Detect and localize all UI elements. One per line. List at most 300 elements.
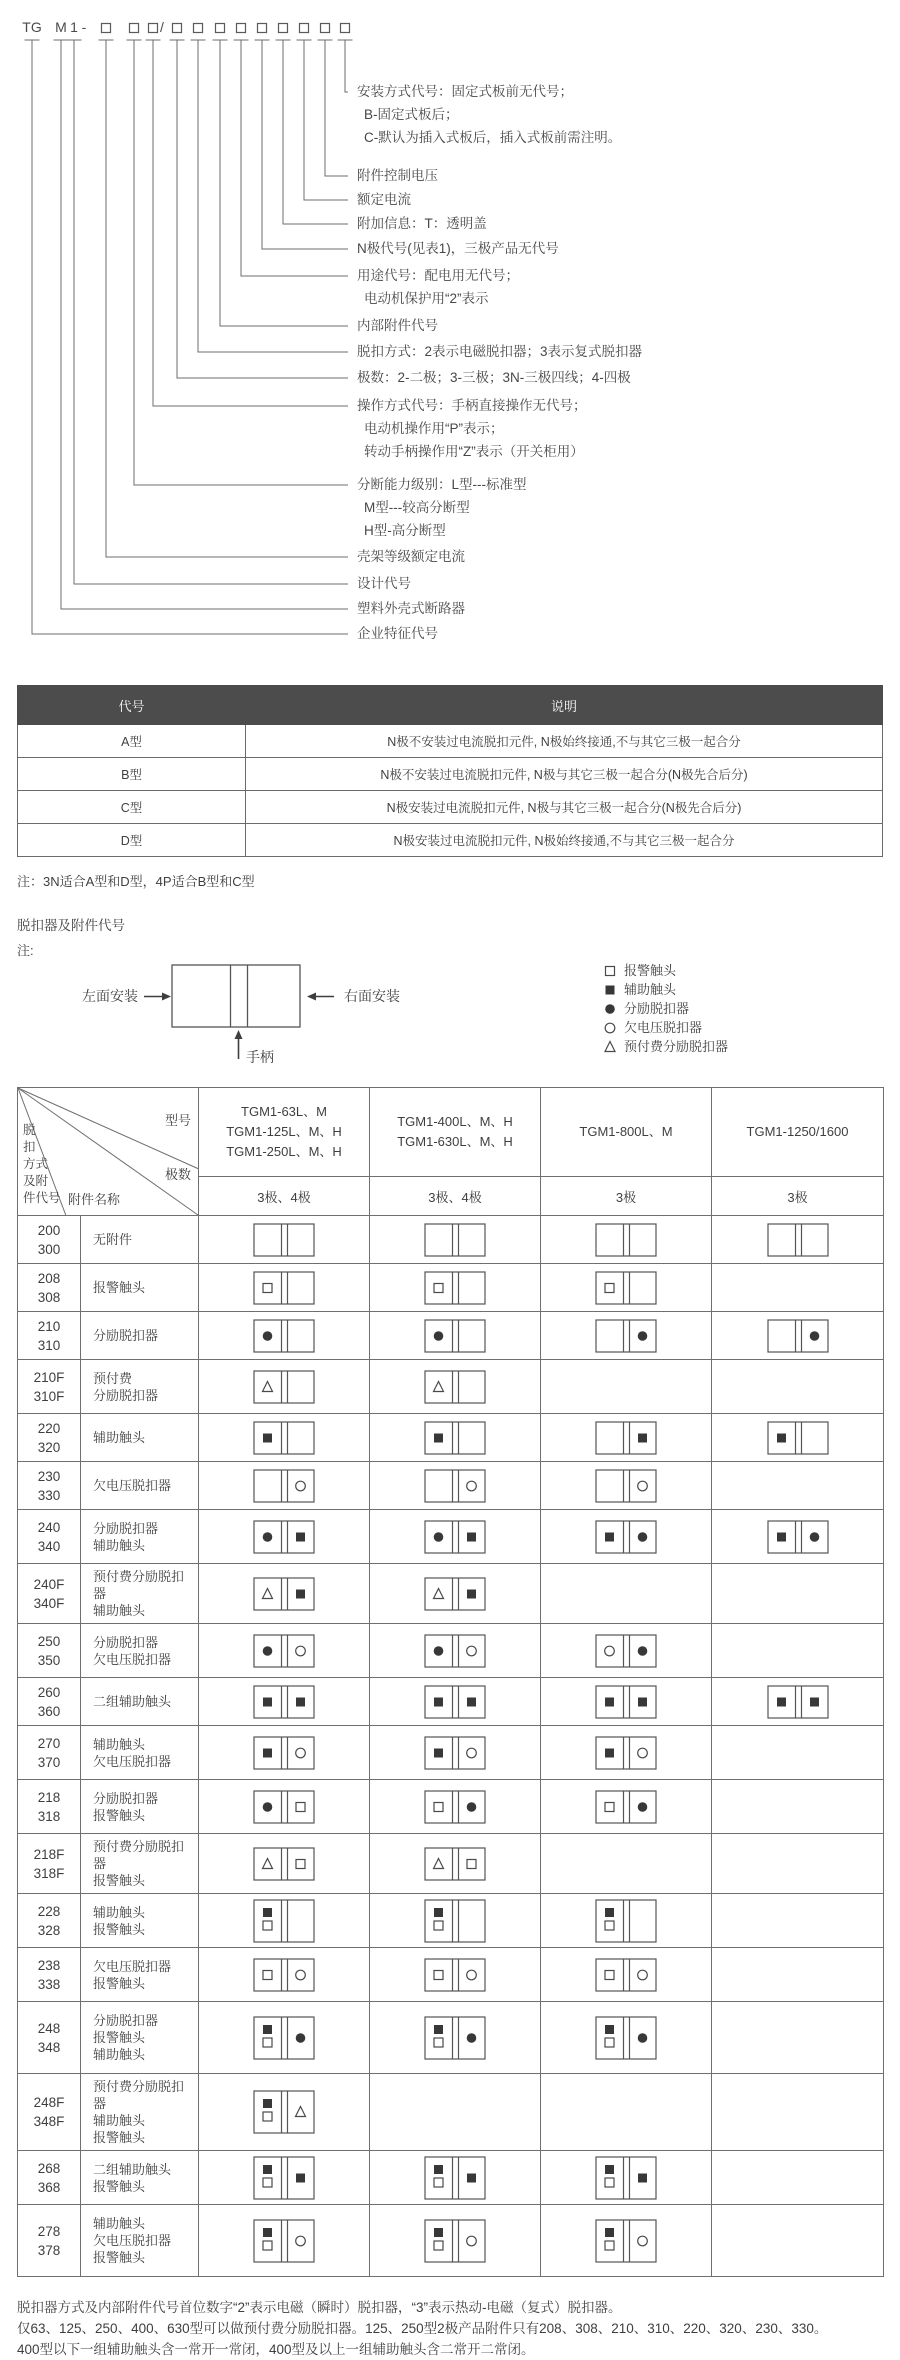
auxiliary-contact-symbol	[263, 1908, 272, 1917]
code-box	[173, 24, 182, 33]
breaker-accessory-diagram	[424, 1319, 486, 1353]
accessory-name-cell	[81, 1564, 199, 1624]
footer-note: 400型以下一组辅助触头含一常开一常闭，400型及以上一组辅助触头含二常开二常闭。	[17, 2342, 535, 2357]
accessory-name-line: 欠电压脱扣器	[93, 1651, 172, 1667]
accessory-row	[18, 1948, 884, 2002]
code-box	[194, 24, 203, 33]
accessory-symbol-cell	[370, 2151, 541, 2205]
accessory-symbol-cell	[712, 2074, 884, 2151]
accessory-name-line: 报警触头	[93, 2250, 146, 2265]
designation-label: 操作方式代号：手柄直接操作无代号；	[357, 398, 587, 413]
accessory-symbol-cell	[712, 1312, 884, 1360]
undervoltage-release-symbol	[467, 1481, 477, 1491]
alarm-contact-symbol	[467, 1859, 476, 1868]
alarm-contact-symbol	[434, 1921, 443, 1930]
accessory-name-line: 分励脱扣器	[93, 2013, 159, 2028]
breaker-accessory-diagram	[595, 1634, 657, 1668]
accessory-name-cell	[81, 1894, 199, 1948]
symbol-legend	[605, 963, 728, 1054]
code-box	[321, 24, 330, 33]
accessory-symbol-cell	[370, 1510, 541, 1564]
accessory-symbol-cell	[370, 2205, 541, 2277]
auxiliary-contact-symbol	[467, 1532, 476, 1541]
accessory-symbol-cell	[712, 1834, 884, 1894]
corner-vertical-line: 及附	[23, 1174, 49, 1188]
accessory-code: 330	[37, 1487, 61, 1503]
accessory-row	[18, 1216, 884, 1264]
breaker-accessory-diagram	[595, 1520, 657, 1554]
breaker-accessory-diagram	[595, 2016, 657, 2060]
model-header-cell	[712, 1088, 884, 1177]
prepaid-shunt-release-symbol	[263, 1588, 273, 1598]
accessory-symbol-cell	[712, 2205, 884, 2277]
alarm-contact-symbol	[605, 1921, 614, 1930]
breaker-accessory-diagram	[424, 1370, 486, 1404]
model-code-token: -	[81, 19, 87, 35]
accessory-code: 248	[37, 2020, 61, 2036]
accessory-code: 248F	[33, 2095, 65, 2110]
auxiliary-contact-symbol	[638, 1697, 647, 1706]
breaker-accessory-diagram	[424, 1790, 486, 1824]
code-box	[102, 24, 111, 33]
accessory-name-cell	[81, 1834, 199, 1894]
breaker-accessory-diagram	[595, 1223, 657, 1257]
breaker-accessory-diagram	[253, 1899, 315, 1943]
accessory-symbol-cell	[370, 2002, 541, 2074]
table1-row	[18, 725, 883, 758]
auxiliary-contact-symbol	[263, 1748, 272, 1757]
auxiliary-contact-symbol	[777, 1433, 786, 1442]
accessory-name-line: 预付费	[93, 1370, 133, 1386]
accessory-symbol-cell	[199, 1414, 370, 1462]
poles-cell: 3极、4极	[370, 1177, 541, 1216]
alarm-contact-symbol	[605, 2241, 614, 2250]
shunt-release-symbol	[638, 1331, 648, 1341]
accessory-symbol-cell	[370, 1948, 541, 2002]
auxiliary-contact-symbol	[434, 2228, 443, 2237]
designation-label: 分断能力级别：L型---标准型	[357, 477, 527, 492]
designation-label: 附件控制电压	[357, 168, 438, 183]
accessory-name-line: 分励脱扣器	[93, 1634, 159, 1650]
designation-label: 塑料外壳式断路器	[357, 601, 465, 616]
auxiliary-contact-symbol	[263, 2228, 272, 2237]
accessory-row	[18, 1264, 884, 1312]
breaker-accessory-diagram	[253, 2219, 315, 2263]
code-box	[149, 24, 158, 33]
undervoltage-release-symbol	[638, 1970, 648, 1980]
type-code: B型	[18, 758, 246, 791]
corner-vertical-line: 扣	[23, 1140, 36, 1154]
accessory-name-cell	[81, 1678, 199, 1726]
code-box	[300, 24, 309, 33]
accessory-symbol-cell	[541, 2074, 712, 2151]
breaker-accessory-diagram	[424, 1520, 486, 1554]
undervoltage-release-symbol	[296, 1646, 306, 1656]
accessory-name-line: 辅助触头	[93, 1537, 146, 1553]
accessory-name-line: 分励脱扣器	[93, 1328, 159, 1343]
accessory-symbol-cell	[712, 1624, 884, 1678]
breaker-accessory-diagram	[253, 1790, 315, 1824]
right-arrow-icon	[162, 993, 171, 1001]
auxiliary-contact-symbol	[777, 1697, 786, 1706]
shunt-release-symbol	[434, 1646, 444, 1656]
breaker-accessory-diagram	[595, 1790, 657, 1824]
accessory-name-line: 分励脱扣器	[93, 1790, 159, 1806]
alarm-contact-symbol	[606, 967, 615, 976]
designation-label: 附加信息：T：透明盖	[357, 216, 487, 231]
accessory-symbol-cell	[541, 1726, 712, 1780]
model-name: TGM1-250L、M、H	[226, 1144, 342, 1159]
n-pole-type-table	[17, 685, 883, 857]
accessory-row	[18, 1462, 884, 1510]
designation-label: 极数：2-二极；3-三极；3N-三极四线；4-四极	[357, 370, 631, 385]
accessory-code: 228	[37, 1903, 61, 1919]
auxiliary-contact-symbol	[296, 1589, 305, 1598]
accessory-symbol-cell	[541, 1312, 712, 1360]
poles-cell: 3极、4极	[199, 1177, 370, 1216]
accessory-code: 218F	[33, 1846, 65, 1862]
accessory-code: 318F	[33, 1865, 65, 1881]
code-box	[341, 24, 350, 33]
designation-connector-line	[106, 40, 348, 557]
legend-label: 预付费分励脱扣器	[624, 1039, 729, 1054]
alarm-contact-symbol	[434, 2178, 443, 2187]
auxiliary-contact-symbol	[296, 1532, 305, 1541]
type-description: N极不安装过电流脱扣元件, N极始终接通,不与其它三极一起合分	[246, 725, 883, 758]
accessory-symbol-cell	[370, 1414, 541, 1462]
breaker-accessory-diagram	[253, 1223, 315, 1257]
accessory-symbol-cell	[541, 1414, 712, 1462]
accessory-code: 300	[37, 1241, 61, 1257]
designation-label: 安装方式代号：固定式板前无代号；	[357, 84, 573, 99]
footer-note: 脱扣器方式及内部附件代号首位数字“2”表示电磁（瞬时）脱扣器，“3”表示热动-电磁（复式）脱扣器。	[17, 2300, 622, 2315]
accessory-code-cell	[18, 1726, 81, 1780]
accessory-name-cell	[81, 1216, 199, 1264]
accessory-name-cell	[81, 1462, 199, 1510]
accessory-name-cell	[81, 2002, 199, 2074]
accessory-row	[18, 1780, 884, 1834]
accessory-symbol-cell	[712, 2151, 884, 2205]
auxiliary-contact-symbol	[605, 1908, 614, 1917]
up-arrow-icon	[235, 1030, 243, 1039]
accessory-symbol-cell	[541, 1894, 712, 1948]
model-code-token: TG	[22, 19, 42, 35]
accessory-code: 308	[37, 1289, 61, 1305]
accessory-code: 338	[37, 1976, 61, 1992]
accessory-name-cell	[81, 1624, 199, 1678]
alarm-contact-symbol	[263, 1970, 272, 1979]
accessory-name-cell	[81, 2074, 199, 2151]
shunt-release-symbol	[434, 1532, 444, 1542]
alarm-contact-symbol	[605, 1802, 614, 1811]
legend-label: 欠电压脱扣器	[624, 1020, 703, 1035]
accessory-table-header-row	[18, 1088, 884, 1177]
accessory-symbol-cell	[199, 1312, 370, 1360]
auxiliary-contact-symbol	[296, 1697, 305, 1706]
accessory-symbol-cell	[370, 1312, 541, 1360]
auxiliary-contact-symbol	[605, 1532, 614, 1541]
model-header-cell	[541, 1088, 712, 1177]
prepaid-shunt-release-symbol	[434, 1381, 444, 1391]
accessory-symbol-cell	[199, 1780, 370, 1834]
auxiliary-contact-symbol	[434, 1748, 443, 1757]
designation-label: H型-高分断型	[364, 523, 446, 538]
accessory-code-cell	[18, 1360, 81, 1414]
accessory-code-cell	[18, 1216, 81, 1264]
accessory-symbol-cell	[370, 1894, 541, 1948]
accessory-code-cell	[18, 1414, 81, 1462]
accessory-name-line: 二组辅助触头	[93, 1694, 172, 1709]
accessory-name-line: 分励脱扣器	[93, 1387, 159, 1403]
shunt-release-symbol	[467, 1802, 477, 1812]
accessory-symbol-cell	[370, 1564, 541, 1624]
accessory-name-line: 辅助触头	[93, 1430, 146, 1445]
accessory-symbol-cell	[370, 1678, 541, 1726]
accessory-code-cell	[18, 1894, 81, 1948]
auxiliary-contact-symbol	[810, 1697, 819, 1706]
accessory-code: 240	[37, 1519, 61, 1535]
type-code: A型	[18, 725, 246, 758]
table1-header-row	[18, 686, 883, 725]
undervoltage-release-symbol	[605, 1023, 615, 1033]
breaker-accessory-diagram	[595, 1421, 657, 1455]
designation-label: 电动机保护用“2”表示	[364, 291, 489, 306]
accessory-code-cell	[18, 2205, 81, 2277]
accessory-symbol-cell	[712, 1510, 884, 1564]
code-box	[237, 24, 246, 33]
accessory-row	[18, 2151, 884, 2205]
accessory-symbol-cell	[370, 1216, 541, 1264]
accessory-symbol-cell	[370, 2074, 541, 2151]
auxiliary-contact-symbol	[638, 2173, 647, 2182]
auxiliary-contact-symbol	[605, 2025, 614, 2034]
breaker-accessory-diagram	[253, 2156, 315, 2200]
model-header-cell	[370, 1088, 541, 1177]
breaker-accessory-diagram	[767, 1319, 829, 1353]
accessory-row	[18, 1624, 884, 1678]
accessory-name-cell	[81, 1510, 199, 1564]
table1-note: 注：3N适合A型和D型，4P适合B型和C型	[17, 874, 255, 889]
designation-connector-line	[74, 40, 348, 584]
undervoltage-release-symbol	[638, 1748, 648, 1758]
accessory-symbol-cell	[712, 1216, 884, 1264]
model-name: TGM1-1250/1600	[746, 1124, 849, 1139]
accessory-symbol-cell	[541, 1510, 712, 1564]
right-install-label: 右面安装	[344, 988, 400, 1004]
breaker-accessory-diagram	[424, 2016, 486, 2060]
code-box	[258, 24, 267, 33]
breaker-accessory-diagram	[253, 1271, 315, 1305]
accessory-symbol-cell	[541, 2002, 712, 2074]
accessory-code-cell	[18, 2074, 81, 2151]
designation-label: M型---较高分断型	[364, 500, 470, 515]
accessory-code: 250	[37, 1633, 61, 1649]
table1-header-code: 代号	[18, 686, 246, 725]
breaker-accessory-diagram	[424, 1736, 486, 1770]
shunt-release-symbol	[263, 1532, 273, 1542]
prepaid-shunt-release-symbol	[296, 2107, 306, 2117]
shunt-release-symbol	[638, 1532, 648, 1542]
alarm-contact-symbol	[296, 1802, 305, 1811]
accessory-name-line: 预付费分励脱扣器	[93, 2079, 185, 2111]
breaker-accessory-diagram	[595, 1271, 657, 1305]
accessory-code-cell	[18, 1624, 81, 1678]
table1-row	[18, 824, 883, 857]
breaker-accessory-diagram	[253, 1685, 315, 1719]
accessory-symbol-cell	[712, 1726, 884, 1780]
accessory-code-cell	[18, 1462, 81, 1510]
left-arrow-icon	[307, 993, 316, 1001]
breaker-accessory-diagram	[253, 2090, 315, 2134]
model-code-token: M	[55, 19, 67, 35]
shunt-release-symbol	[638, 1802, 648, 1812]
type-description: N极安装过电流脱扣元件, N极与其它三极一起合分(N极先合后分)	[246, 791, 883, 824]
accessory-code: 318	[37, 1808, 61, 1824]
breaker-accessory-diagram	[767, 1223, 829, 1257]
designation-connector-line	[61, 40, 348, 609]
breaker-accessory-diagram	[424, 2156, 486, 2200]
model-name: TGM1-125L、M、H	[226, 1124, 342, 1139]
legend-label: 分励脱扣器	[624, 1001, 690, 1016]
breaker-accessory-diagram	[767, 1421, 829, 1455]
accessory-row	[18, 1834, 884, 1894]
accessory-name-line: 辅助触头	[93, 2113, 146, 2128]
breaker-accessory-diagram	[424, 1634, 486, 1668]
accessory-symbol-cell	[199, 1624, 370, 1678]
shunt-release-symbol	[638, 1646, 648, 1656]
breaker-accessory-diagram	[767, 1520, 829, 1554]
designation-label: C-默认为插入式板后，插入式板前需注明。	[364, 130, 622, 145]
alarm-contact-symbol	[263, 1283, 272, 1292]
alarm-contact-symbol	[263, 2178, 272, 2187]
accessory-code: 378	[37, 2242, 61, 2258]
poles-cell: 3极	[541, 1177, 712, 1216]
undervoltage-release-symbol	[638, 1481, 648, 1491]
accessory-name-cell	[81, 2205, 199, 2277]
accessory-symbol-cell	[370, 1462, 541, 1510]
corner-vertical-line: 件代号	[23, 1191, 61, 1205]
footer-notes	[17, 2297, 883, 2360]
accessory-name-cell	[81, 1264, 199, 1312]
accessory-symbol-cell	[370, 1264, 541, 1312]
accessory-symbol-cell	[541, 1678, 712, 1726]
accessory-row	[18, 1726, 884, 1780]
accessory-symbol-cell	[541, 1834, 712, 1894]
accessory-name-cell	[81, 1726, 199, 1780]
code-box	[130, 24, 139, 33]
auxiliary-contact-symbol	[263, 2165, 272, 2174]
prepaid-shunt-release-symbol	[605, 1042, 615, 1052]
accessory-symbol-cell	[199, 1894, 370, 1948]
accessory-name-line: 预付费分励脱扣器	[93, 1839, 185, 1871]
accessory-symbol-cell	[199, 2074, 370, 2151]
shunt-release-symbol	[296, 2033, 306, 2043]
accessory-row	[18, 1360, 884, 1414]
legend-label: 报警触头	[624, 963, 677, 978]
accessory-name-line: 欠电压脱扣器	[93, 1478, 172, 1493]
accessory-symbol-cell	[541, 2205, 712, 2277]
accessory-code: 340F	[33, 1595, 65, 1611]
accessory-code: 370	[37, 1754, 61, 1770]
breaker-outline	[172, 965, 300, 1027]
accessory-row	[18, 2002, 884, 2074]
breaker-accessory-diagram	[253, 1577, 315, 1611]
accessory-symbol-cell	[541, 1462, 712, 1510]
auxiliary-contact-symbol	[434, 1908, 443, 1917]
breaker-accessory-diagram	[424, 1577, 486, 1611]
undervoltage-release-symbol	[296, 1970, 306, 1980]
accessory-name-line: 辅助触头	[93, 1736, 146, 1752]
alarm-contact-symbol	[434, 2038, 443, 2047]
auxiliary-contact-symbol	[434, 1697, 443, 1706]
breaker-accessory-diagram	[767, 1685, 829, 1719]
accessory-row	[18, 1312, 884, 1360]
accessory-code-cell	[18, 1834, 81, 1894]
accessory-name-axis-label: 附件名称	[68, 1192, 121, 1207]
accessory-name-line: 分励脱扣器	[93, 1520, 159, 1536]
alarm-contact-symbol	[605, 2178, 614, 2187]
breaker-accessory-diagram	[595, 1469, 657, 1503]
designation-label: 设计代号	[357, 576, 411, 591]
designation-connector-line	[220, 40, 348, 326]
accessory-name-line: 无附件	[93, 1232, 133, 1247]
accessory-symbol-cell	[199, 1564, 370, 1624]
designation-label: 壳架等级额定电流	[357, 549, 465, 564]
accessory-symbol-cell	[541, 1564, 712, 1624]
accessory-code-cell	[18, 2151, 81, 2205]
model-code-token: /	[160, 19, 164, 35]
shunt-release-symbol	[263, 1646, 273, 1656]
accessory-symbol-cell	[370, 1780, 541, 1834]
accessory-symbol-cell	[712, 1948, 884, 2002]
model-name: TGM1-400L、M、H	[397, 1114, 513, 1129]
accessory-code: 320	[37, 1439, 61, 1455]
accessory-code: 200	[37, 1222, 61, 1238]
poles-axis-label: 极数	[164, 1167, 191, 1182]
accessory-symbol-cell	[712, 1678, 884, 1726]
designation-label: 电动机操作用“P”表示；	[364, 421, 504, 436]
accessory-symbol-cell	[199, 1264, 370, 1312]
undervoltage-release-symbol	[296, 1748, 306, 1758]
type-description: N极不安装过电流脱扣元件, N极与其它三极一起合分(N极先合后分)	[246, 758, 883, 791]
auxiliary-contact-symbol	[605, 2165, 614, 2174]
breaker-accessory-diagram	[424, 1958, 486, 1992]
prepaid-shunt-release-symbol	[434, 1858, 444, 1868]
shunt-release-symbol	[467, 2033, 477, 2043]
breaker-accessory-diagram	[253, 1370, 315, 1404]
breaker-accessory-diagram	[253, 2016, 315, 2060]
designation-label: 脱扣方式：2表示电磁脱扣器；3表示复式脱扣器	[357, 344, 643, 359]
accessory-code: 238	[37, 1957, 61, 1973]
breaker-accessory-diagram	[424, 1271, 486, 1305]
accessory-row	[18, 1414, 884, 1462]
accessory-code: 270	[37, 1735, 61, 1751]
auxiliary-contact-symbol	[434, 2165, 443, 2174]
accessory-code-cell	[18, 1264, 81, 1312]
prepaid-shunt-release-symbol	[263, 1858, 273, 1868]
undervoltage-release-symbol	[605, 1646, 615, 1656]
breaker-accessory-diagram	[595, 2156, 657, 2200]
accessory-code: 210	[37, 1318, 61, 1334]
auxiliary-contact-symbol	[467, 1697, 476, 1706]
accessory-symbol-cell	[712, 2002, 884, 2074]
table1-header-desc: 说明	[246, 686, 883, 725]
breaker-accessory-diagram	[595, 1958, 657, 1992]
accessory-symbol-cell	[370, 1360, 541, 1414]
breaker-accessory-diagram	[595, 1899, 657, 1943]
corner-vertical-label	[23, 1122, 61, 1207]
auxiliary-contact-symbol	[434, 1433, 443, 1442]
